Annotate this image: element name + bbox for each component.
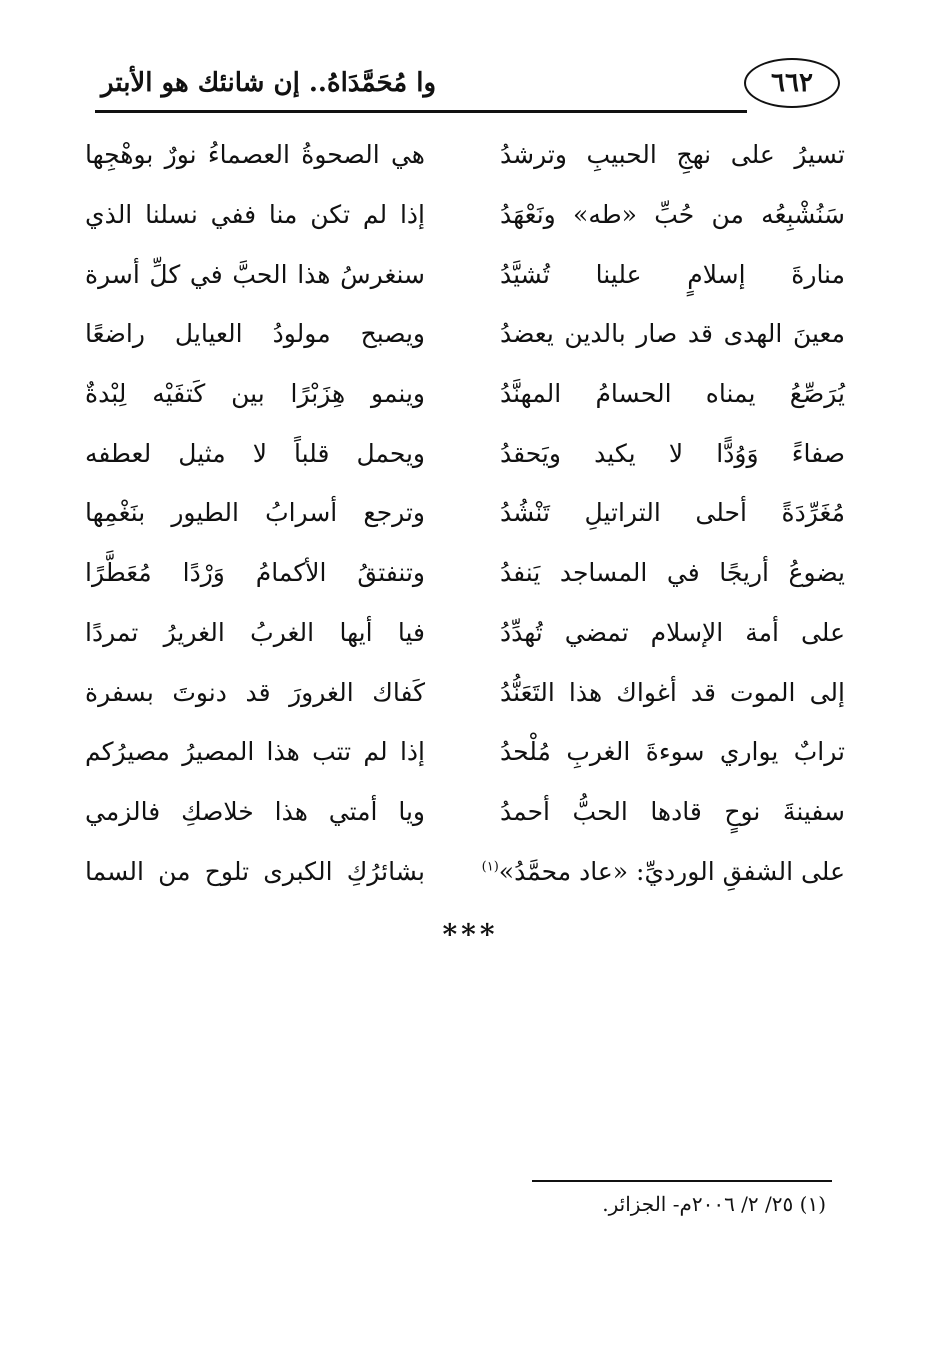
verse [85,244,845,304]
second-hemistich: يضوعُ أريجًا في المساجد يَنفدُ [500,558,845,588]
verse [85,304,845,364]
second-hemistich: مُغَرِّدَةً أحلى التراتيلِ تَنْشُدُ [500,498,845,528]
first-hemistich: إذا لم تكن منا ففي نسلنا الذي [85,200,425,230]
first-hemistich: وتنفتقُ الأكمامُ وَرْدًا مُعَطَّرًا [85,558,425,588]
verse [85,125,845,185]
header-rule [95,110,747,113]
first-hemistich: ويحمل قلباً لا مثيل لعطفه [85,438,425,468]
second-hemistich: إلى الموت قد أغواك هذا التَعَنُّدُ [500,677,845,707]
verse [85,364,845,424]
footnote-mark: (١) [481,859,499,875]
second-hemistich: على أمة الإسلام تمضي تُهدِّدُ [500,617,845,647]
footnote: (١) ٢٥/ ٢/ ٢٠٠٦م- الجزائر. [602,1192,826,1216]
first-hemistich: كَفاك الغرورَ قد دنوتَ بسفرة [85,677,425,707]
second-hemistich: سَنُشْبِعُه من حُبِّ «طه» ونَعْهَدُ [500,200,845,230]
verse [85,841,845,901]
poem [85,125,845,901]
first-hemistich: ويا أمتي هذا خلاصكِ فالزمي [85,796,425,826]
second-hemistich: صفاءً وَوُدًّا لا يكيد ويَحقدُ [500,438,845,468]
first-hemistich: وترجع أسرابُ الطيور بنَغْمِها [85,498,425,528]
page-header [95,52,840,112]
second-hemistich: يُرَصِّعُ يمناه الحسامُ المهنَّدُ [500,379,845,409]
verse [85,423,845,483]
running-title: وا مُحَمَّدَاهُ.. إن شانئك هو الأبتر [101,68,437,98]
verse [85,722,845,782]
verse [85,782,845,842]
second-hemistich: سفينةَ نوحٍ قادها الحبُّ أحمدُ [500,796,845,826]
first-hemistich: بشائرُكِ الكبرى تلوح من السما [85,856,425,886]
second-hemistich: تسيرُ على نهجِ الحبيبِ وترشدُ [500,140,845,170]
first-hemistich: هي الصحوةُ العصماءُ نورٌ بوهْجِها [85,140,425,170]
second-hemistich [481,856,845,886]
first-hemistich: فيا أيها الغربُ الغريرُ تمردًا [85,617,425,647]
first-hemistich: وينمو هِزَبْرًا بين كَتفَيْه لِبْدةٌ [85,379,425,409]
second-hemistich: معينَ الهدى قد صار بالدين يعضدُ [500,319,845,349]
verse [85,185,845,245]
second-hemistich-text: على الشفقِ الورديِّ: «عاد محمَّدُ» [498,856,845,886]
verse [85,662,845,722]
verse [85,603,845,663]
first-hemistich: سنغرسُ هذا الحبَّ في كلِّ أسرة [85,259,425,289]
second-hemistich: منارةَ إسلامٍ علينا تُشيَّدُ [500,259,845,289]
verse [85,483,845,543]
section-separator: *** [442,918,499,951]
first-hemistich: ويصبح مولودُ العيايل راضعًا [85,319,425,349]
verse [85,543,845,603]
page-number: ٦٦٢ [744,58,840,108]
first-hemistich: إذا لم تتب هذا المصيرُ مصيرُكم [85,737,425,767]
footnote-rule [532,1180,832,1182]
second-hemistich: ترابٌ يواري سوءةَ الغربِ مُلْحدُ [500,737,845,767]
